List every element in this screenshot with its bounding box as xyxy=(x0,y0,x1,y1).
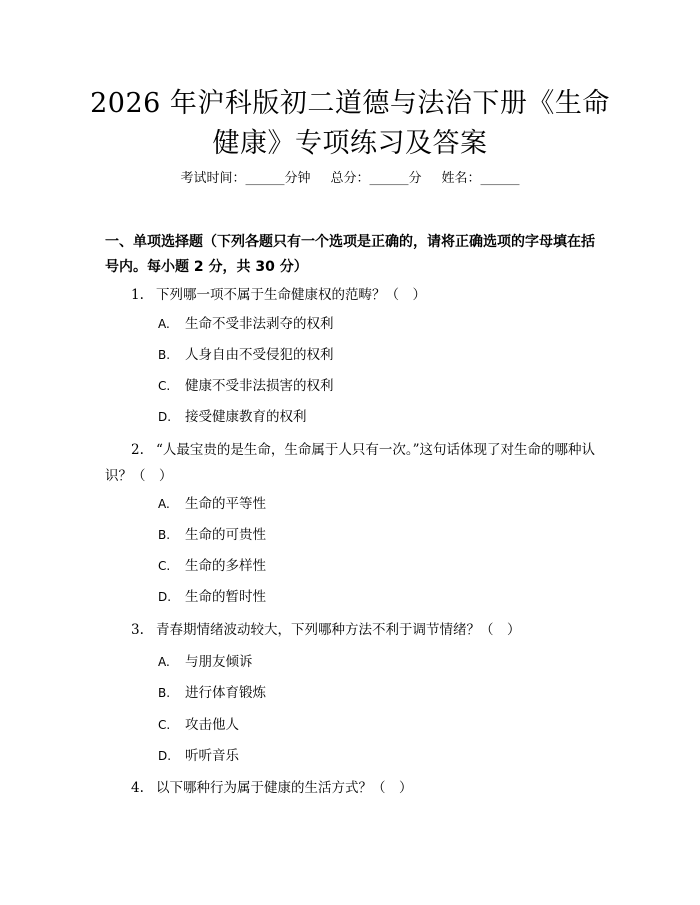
question-2 xyxy=(105,437,605,489)
exam-time-label: 考试时间：______分钟 xyxy=(180,171,311,186)
question-1-option-c xyxy=(158,376,578,396)
question-2-option-a xyxy=(158,494,578,514)
question-3 xyxy=(105,617,605,643)
question-number: 4. xyxy=(131,780,144,796)
question-4 xyxy=(105,775,605,801)
question-2-option-b xyxy=(158,525,578,545)
page-title: 2026 年沪科版初二道德与法治下册《生命健康》专项练习及答案 xyxy=(90,88,610,159)
option-text: 与朋友倾诉 xyxy=(185,654,253,670)
question-3-option-d xyxy=(158,746,578,766)
question-1-option-b xyxy=(158,345,578,365)
option-letter: B. xyxy=(158,528,171,542)
question-2-option-c xyxy=(158,556,578,576)
option-text: 生命的平等性 xyxy=(185,496,266,512)
question-number: 1. xyxy=(131,287,144,303)
question-text: 青春期情绪波动较大，下列哪种方法不利于调节情绪？（ ） xyxy=(156,622,521,638)
question-1-option-a xyxy=(158,314,578,334)
question-number: 3. xyxy=(131,622,144,638)
option-text: 生命的可贵性 xyxy=(185,527,266,543)
option-letter: C. xyxy=(158,718,171,732)
option-text: 听听音乐 xyxy=(185,748,239,764)
option-letter: D. xyxy=(158,590,172,604)
option-letter: C. xyxy=(158,379,171,393)
question-text: 下列哪一项不属于生命健康权的范畴？（ ） xyxy=(156,287,426,303)
question-1-option-d xyxy=(158,407,578,427)
question-text: “人最宝贵的是生命，生命属于人只有一次。”这句话体现了对生命的哪种认识？（ ） xyxy=(105,442,596,484)
option-text: 进行体育锻炼 xyxy=(185,685,266,701)
option-letter: C. xyxy=(158,559,171,573)
option-text: 健康不受非法损害的权利 xyxy=(185,378,334,394)
student-name-label: 姓名：______ xyxy=(441,171,520,186)
question-1 xyxy=(105,282,605,308)
question-3-option-b xyxy=(158,683,578,703)
question-text: 以下哪种行为属于健康的生活方式？（ ） xyxy=(156,780,413,796)
question-3-option-a xyxy=(158,652,578,672)
question-2-option-d xyxy=(158,587,578,607)
exam-meta xyxy=(0,170,700,188)
question-number: 2. xyxy=(131,442,144,458)
option-letter: D. xyxy=(158,410,172,424)
option-letter: A. xyxy=(158,655,170,669)
option-text: 生命不受非法剥夺的权利 xyxy=(185,316,334,332)
total-score-label: 总分：______分 xyxy=(330,171,422,186)
option-letter: A. xyxy=(158,317,170,331)
option-letter: B. xyxy=(158,348,171,362)
option-letter: A. xyxy=(158,497,170,511)
option-text: 攻击他人 xyxy=(185,717,239,733)
option-text: 生命的暂时性 xyxy=(185,589,266,605)
option-letter: D. xyxy=(158,749,172,763)
option-text: 接受健康教育的权利 xyxy=(185,409,307,425)
question-3-option-c xyxy=(158,715,578,735)
option-text: 人身自由不受侵犯的权利 xyxy=(185,347,334,363)
option-text: 生命的多样性 xyxy=(185,558,266,574)
option-letter: B. xyxy=(158,686,171,700)
section-heading: 一、单项选择题（下列各题只有一个选项是正确的，请将正确选项的字母填在括号内。每小题 2 分，共 30 分） xyxy=(105,234,595,275)
